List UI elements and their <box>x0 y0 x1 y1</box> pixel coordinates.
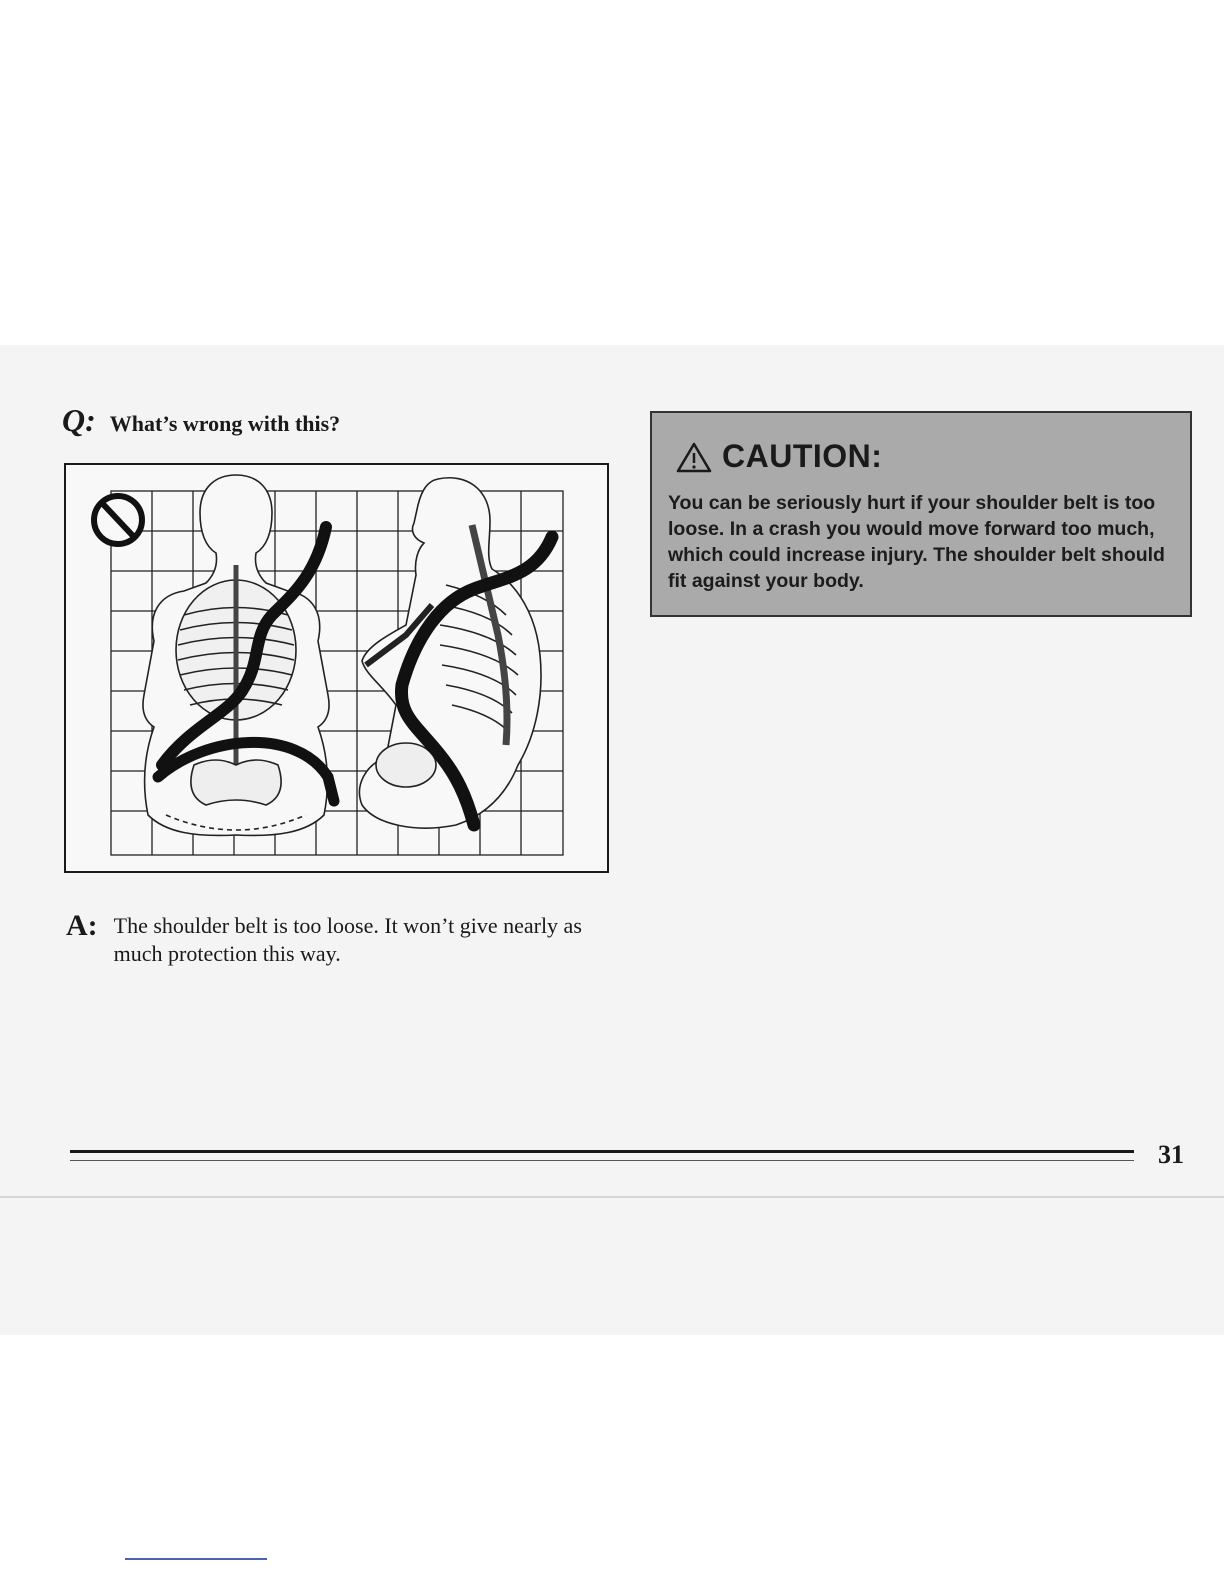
answer-text: The shoulder belt is too loose. It won’t give nearly as much protection this way. <box>113 913 582 966</box>
caution-title: CAUTION: <box>722 438 883 474</box>
caution-body-text: You can be seriously hurt if your shoulder belt is too loose. In a crash you would move forward too much, which could increase injury. The shoulder belt should fit against your body. <box>668 492 1165 592</box>
question-line <box>62 402 340 439</box>
question-marker: Q: <box>62 402 96 438</box>
footer-rule-thick <box>70 1150 1134 1153</box>
caution-header <box>676 438 882 475</box>
seatbelt-illustration <box>64 463 609 873</box>
answer-line <box>66 910 614 968</box>
page-edge-divider <box>0 1196 1224 1198</box>
answer-marker: A: <box>66 909 98 942</box>
page-number: 31 <box>1158 1140 1184 1169</box>
front-view-skeleton <box>143 475 329 835</box>
no-symbol-icon <box>94 496 142 544</box>
question-text: What’s wrong with this? <box>109 411 341 436</box>
footer-rule-thin <box>70 1160 1134 1161</box>
warning-triangle-icon <box>676 441 712 473</box>
illustration-drawing <box>66 465 607 871</box>
bottom-edge-mark <box>125 1558 267 1560</box>
caution-box <box>650 411 1192 617</box>
